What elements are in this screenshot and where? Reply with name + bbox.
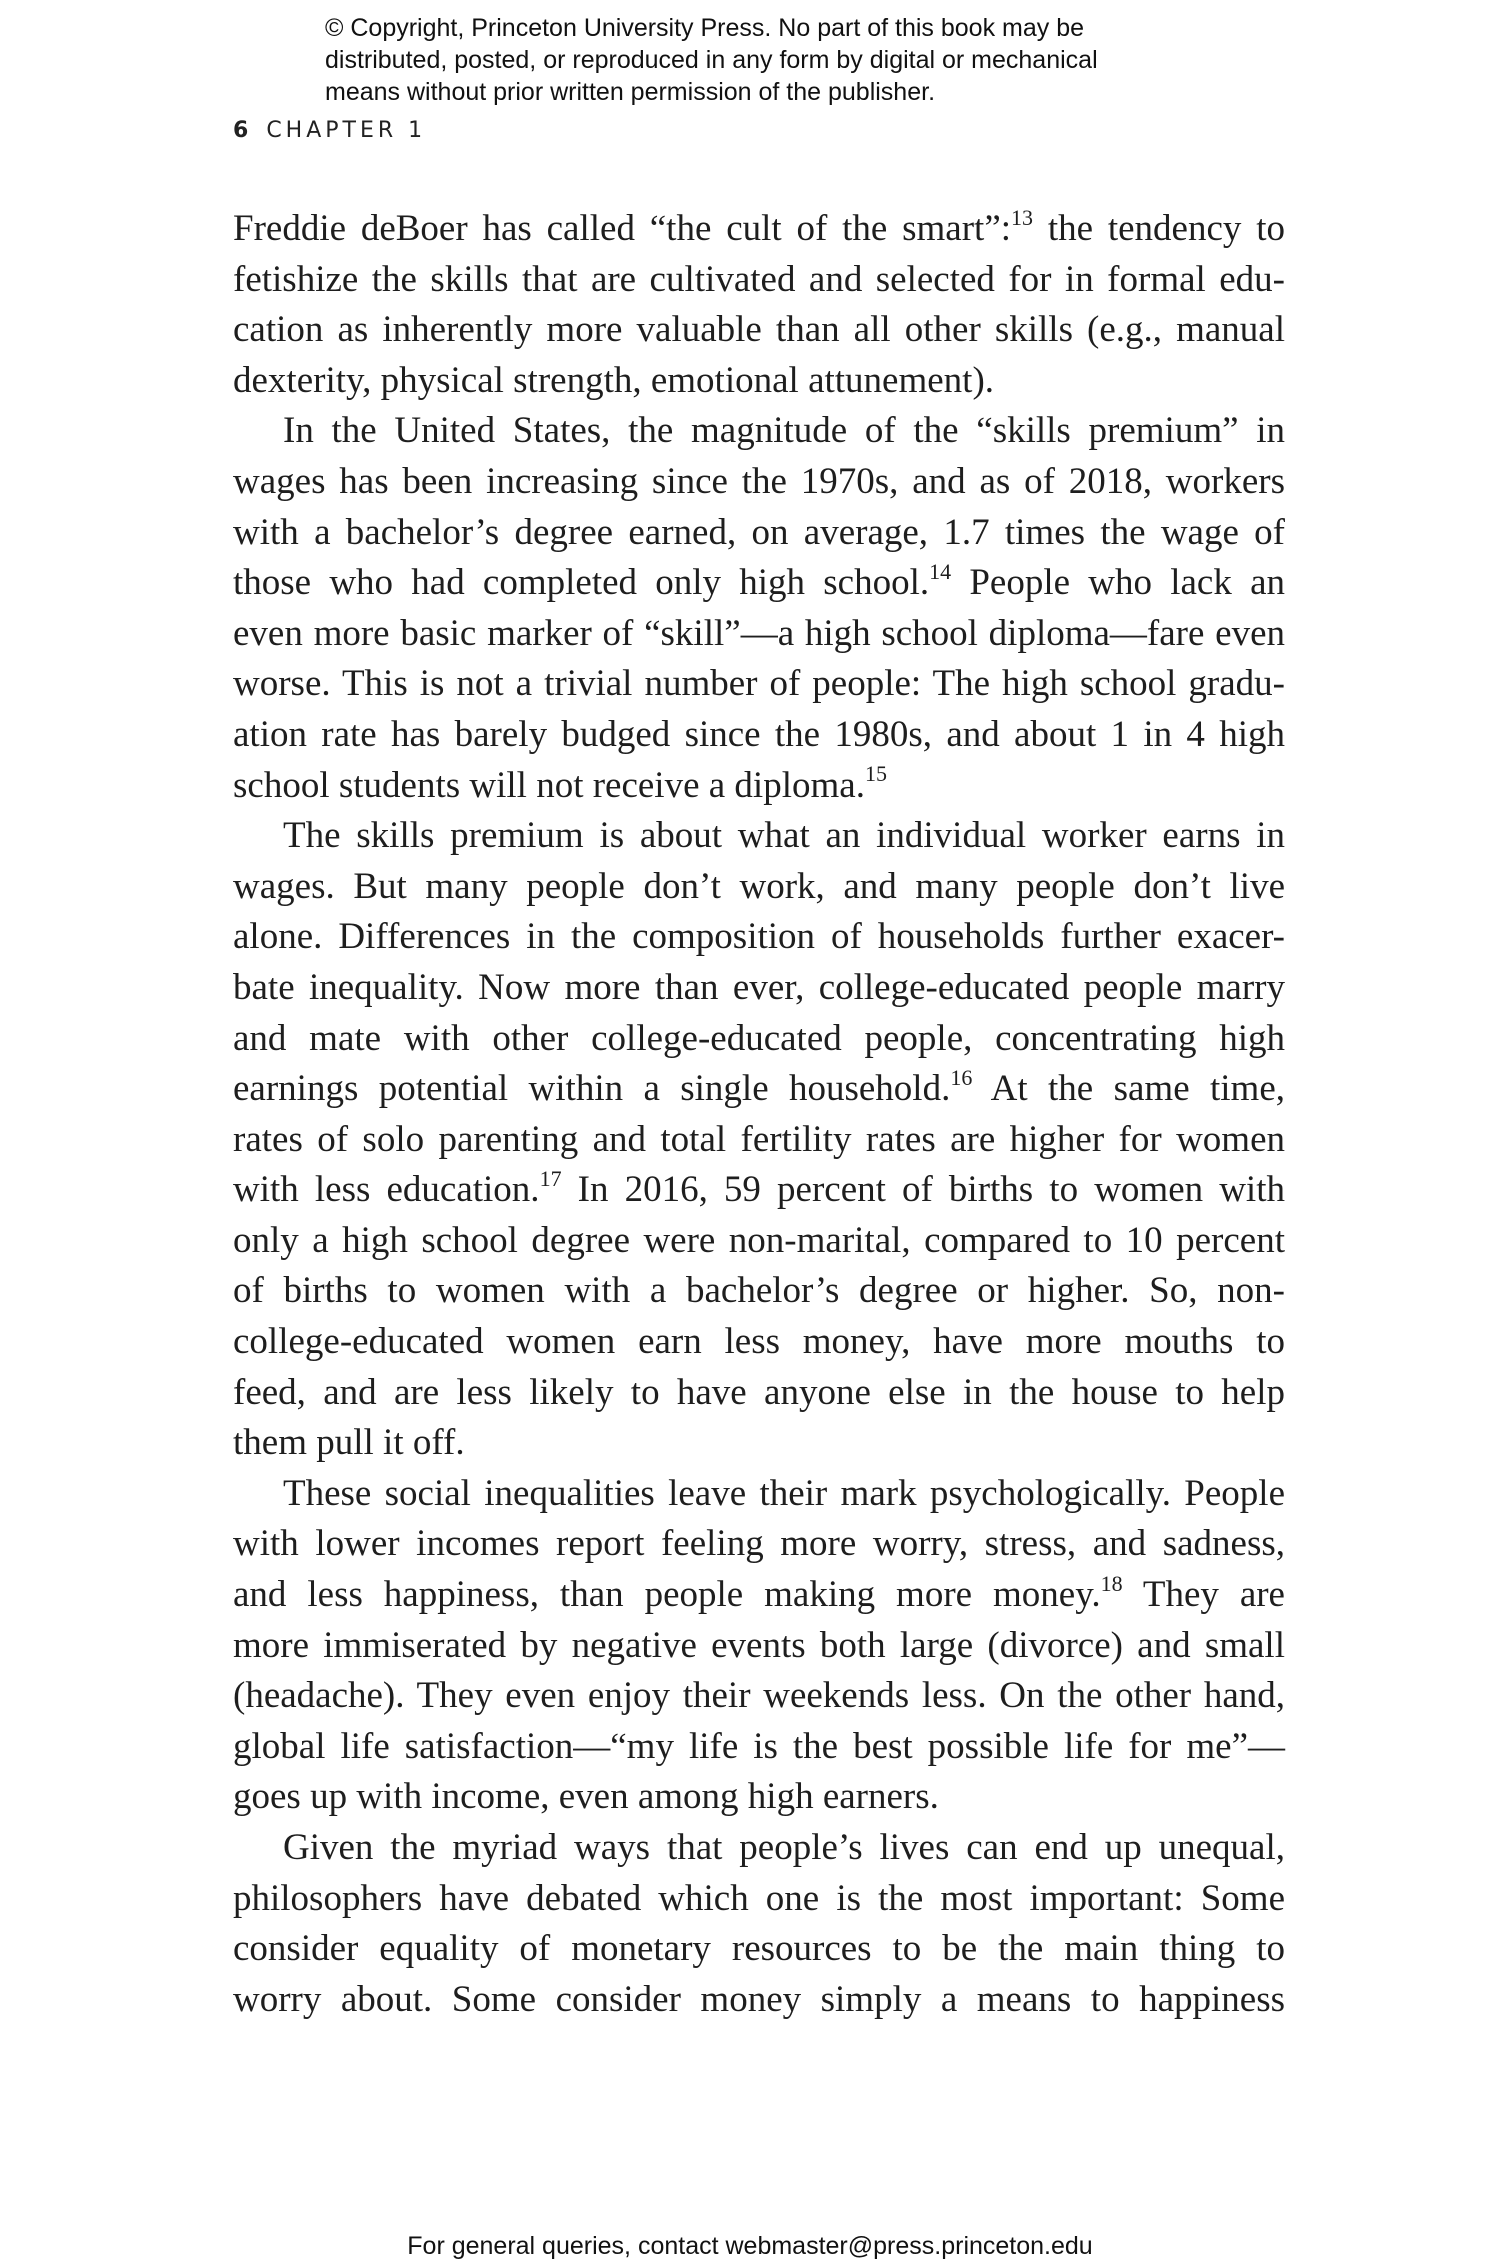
text-line: and mate with other college-educated people, concentrating high bbox=[233, 1017, 1285, 1059]
text-line: those who had completed only high school.$^{14}$ People who lack an bbox=[233, 558, 1285, 604]
text-line: even more basic marker of “skill”—a high school diploma—fare even bbox=[233, 612, 1285, 654]
running-head bbox=[233, 118, 426, 143]
text-line: In the United States, the magnitude of the “skills premium” in bbox=[283, 410, 1285, 452]
copyright-notice bbox=[325, 12, 1245, 108]
footnote-marker: 13 bbox=[1011, 204, 1034, 230]
chapter-label: CHAPTER 1 bbox=[266, 118, 427, 143]
text-line: philosophers have debated which one is the most important: Some bbox=[233, 1877, 1285, 1919]
text-line: wages. But many people don’t work, and many people don’t live bbox=[233, 865, 1285, 907]
page-number: 6 bbox=[233, 118, 253, 143]
text-line: worse. This is not a trivial number of people: The high school gradu- bbox=[233, 663, 1285, 705]
paragraph-3 bbox=[233, 811, 1285, 1469]
body-text bbox=[233, 204, 1285, 2025]
text-line: fetishize the skills that are cultivated and selected for in formal edu- bbox=[233, 258, 1285, 300]
text-line: bate inequality. Now more than ever, college-educated people marry bbox=[233, 966, 1285, 1008]
copyright-line: © Copyright, Princeton University Press. No part of this book may be bbox=[325, 14, 1085, 42]
text-line: wages has been increasing since the 1970s, and as of 2018, workers bbox=[233, 460, 1285, 502]
text-line: with less education.$^{17}$ In 2016, 59 percent of births to women with bbox=[233, 1165, 1285, 1211]
text-line: Freddie deBoer has called “the cult of the smart”:$^{13}$ the tendency to bbox=[233, 204, 1285, 249]
paragraph-1 bbox=[233, 204, 1285, 406]
footnote-marker: 18 bbox=[1100, 1570, 1123, 1596]
copyright-line: distributed, posted, or reproduced in any form by digital or mechanical bbox=[325, 46, 1098, 74]
footnote-marker: 14 bbox=[929, 558, 952, 584]
paragraph-4 bbox=[233, 1469, 1285, 1823]
footnote-marker: 16 bbox=[950, 1064, 973, 1090]
text-line: The skills premium is about what an individual worker earns in bbox=[283, 815, 1285, 857]
text-line: more immiserated by negative events both large (divorce) and small bbox=[233, 1624, 1285, 1666]
text-line: college-educated women earn less money, have more mouths to bbox=[233, 1321, 1285, 1363]
text-line: rates of solo parenting and total fertility rates are higher for women bbox=[233, 1118, 1285, 1160]
text-line: earnings potential within a single household.$^{16}$ At the same time, bbox=[233, 1064, 1285, 1110]
text-line: alone. Differences in the composition of households further exacer- bbox=[233, 916, 1285, 958]
text-line: consider equality of monetary resources to be the main thing to bbox=[233, 1928, 1285, 1970]
footer-contact: For general queries, contact webmaster@press.princeton.edu bbox=[407, 2232, 1093, 2260]
text-line: only a high school degree were non-marital, compared to 10 percent bbox=[233, 1219, 1285, 1261]
text-line: ation rate has barely budged since the 1980s, and about 1 in 4 high bbox=[233, 713, 1285, 755]
text-line: worry about. Some consider money simply a means to happiness bbox=[233, 1978, 1285, 2020]
text-line: (headache). They even enjoy their weekends less. On the other hand, bbox=[233, 1675, 1285, 1717]
text-line: with a bachelor’s degree earned, on average, 1.7 times the wage of bbox=[233, 511, 1285, 553]
text-line: with lower incomes report feeling more worry, stress, and sadness, bbox=[233, 1523, 1285, 1565]
text-line: school students will not receive a diploma.$^{15}$ bbox=[233, 761, 887, 806]
text-line: them pull it off. bbox=[233, 1422, 465, 1464]
text-line: of births to women with a bachelor’s degree or higher. So, non- bbox=[233, 1270, 1285, 1312]
text-line: feed, and are less likely to have anyone else in the house to help bbox=[233, 1371, 1285, 1413]
text-line: and less happiness, than people making more money.$^{18}$ They are bbox=[233, 1570, 1285, 1616]
paragraph-2 bbox=[233, 406, 1285, 811]
footnote-marker: 15 bbox=[864, 761, 887, 787]
text-line: Given the myriad ways that people’s lives can end up unequal, bbox=[283, 1827, 1285, 1868]
text-line: goes up with income, even among high earners. bbox=[233, 1776, 939, 1818]
copyright-line: means without prior written permission of the publisher. bbox=[325, 78, 936, 106]
paragraph-5 bbox=[233, 1823, 1285, 2025]
text-line: dexterity, physical strength, emotional attunement). bbox=[233, 359, 995, 401]
text-line: global life satisfaction—“my life is the best possible life for me”— bbox=[233, 1725, 1285, 1767]
text-line: cation as inherently more valuable than all other skills (e.g., manual bbox=[233, 309, 1285, 351]
text-line: These social inequalities leave their mark psychologically. People bbox=[283, 1472, 1285, 1514]
footnote-marker: 17 bbox=[539, 1165, 562, 1191]
